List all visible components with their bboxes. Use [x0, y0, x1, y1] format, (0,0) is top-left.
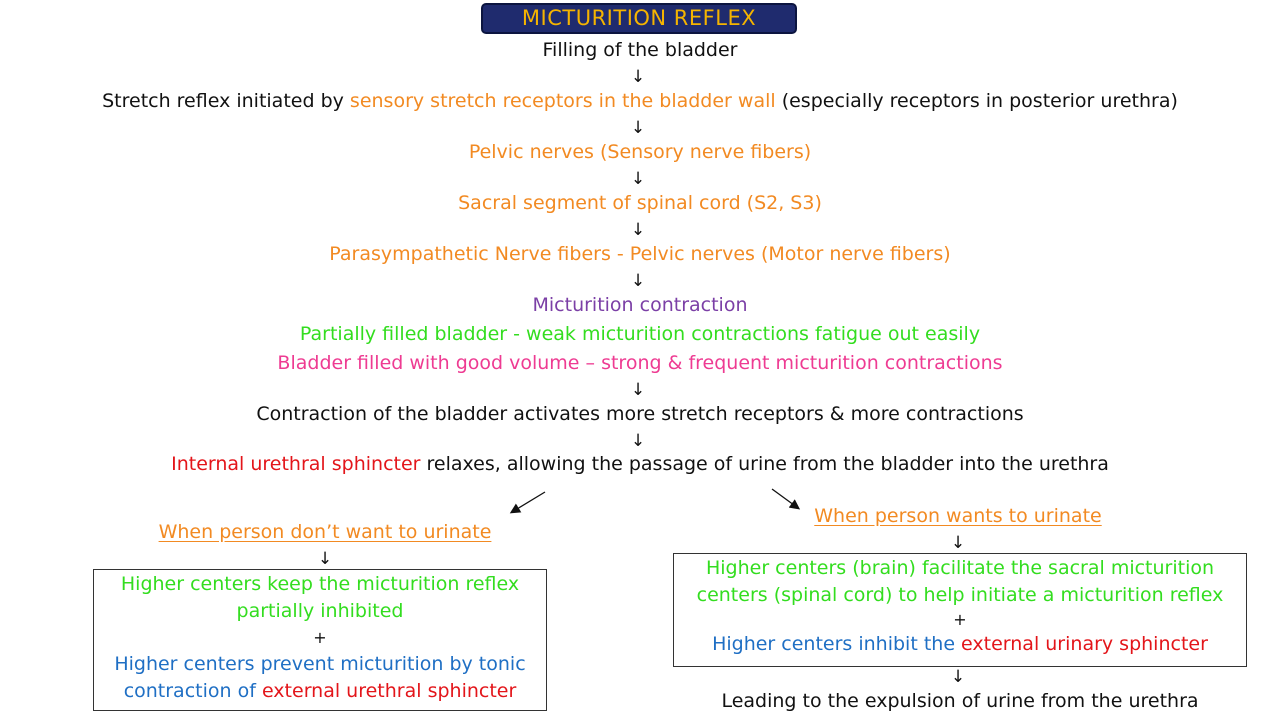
stretch-reflex-suffix: (especially receptors in posterior urethra) [775, 90, 1178, 112]
step-micturition-contraction: Micturition contraction [532, 294, 748, 316]
right-box-line2: centers (spinal cord) to help initiate a micturition reflex [696, 584, 1224, 606]
right-box-line1: Higher centers (brain) facilitate the sacral micturition [705, 557, 1215, 579]
diagram-title: MICTURITION REFLEX [481, 3, 797, 34]
down-arrow-icon: ↓ [630, 67, 646, 87]
left-box-line4-prefix: contraction of [123, 680, 262, 702]
left-branch-label: When person don’t want to urinate [158, 521, 492, 543]
down-arrow-icon: ↓ [630, 220, 646, 240]
step-sacral-segment: Sacral segment of spinal cord (S2, S3) [458, 192, 822, 214]
down-arrow-icon: ↓ [630, 431, 646, 451]
sensory-stretch-receptors-text: sensory stretch receptors in the bladder wall [349, 90, 776, 112]
step-bladder-contraction: Contraction of the bladder activates more stretch receptors & more contractions [256, 403, 1024, 425]
left-box-line2: partially inhibited [236, 600, 404, 622]
step-parasympathetic-fibers: Parasympathetic Nerve fibers - Pelvic nerves (Motor nerve fibers) [329, 243, 951, 265]
note-bladder-good-volume: Bladder filled with good volume – strong & frequent micturition contractions [277, 352, 1003, 374]
left-box-line1: Higher centers keep the micturition reflex [120, 573, 520, 595]
down-arrow-icon: ↓ [630, 271, 646, 291]
stretch-reflex-prefix: Stretch reflex initiated by [102, 90, 350, 112]
down-arrow-icon: ↓ [950, 667, 966, 687]
down-arrow-icon: ↓ [950, 533, 966, 553]
down-arrow-icon: ↓ [630, 169, 646, 189]
left-branch-box [93, 569, 547, 711]
right-box-line3-prefix: Higher centers inhibit the [712, 633, 962, 655]
step-pelvic-nerves-sensory: Pelvic nerves (Sensory nerve fibers) [468, 141, 812, 163]
external-urinary-sphincter-text: external urinary sphincter [961, 633, 1208, 655]
internal-urethral-sphincter-text: Internal urethral sphincter [171, 453, 421, 475]
right-branch-label: When person wants to urinate [814, 505, 1102, 527]
note-partially-filled-bladder: Partially filled bladder - weak micturition contractions fatigue out easily [299, 323, 981, 345]
down-arrow-icon: ↓ [630, 380, 646, 400]
right-branch-box [673, 553, 1247, 667]
right-box-plus: + [953, 610, 967, 629]
left-box-plus: + [313, 628, 327, 647]
right-box-line3 [674, 631, 1246, 658]
down-arrow-icon: ↓ [317, 549, 333, 569]
left-box-line3: Higher centers prevent micturition by tonic [114, 653, 526, 675]
result-expulsion-of-urine: Leading to the expulsion of urine from the urethra [721, 690, 1199, 712]
down-arrow-icon: ↓ [630, 118, 646, 138]
step-filling-of-bladder: Filling of the bladder [542, 39, 738, 61]
left-box-line4 [94, 678, 546, 705]
relaxes-text: relaxes, allowing the passage of urine from the bladder into the urethra [420, 453, 1109, 475]
external-urethral-sphincter-text: external urethral sphincter [261, 680, 517, 702]
left-branch-arrow-icon [512, 492, 545, 512]
